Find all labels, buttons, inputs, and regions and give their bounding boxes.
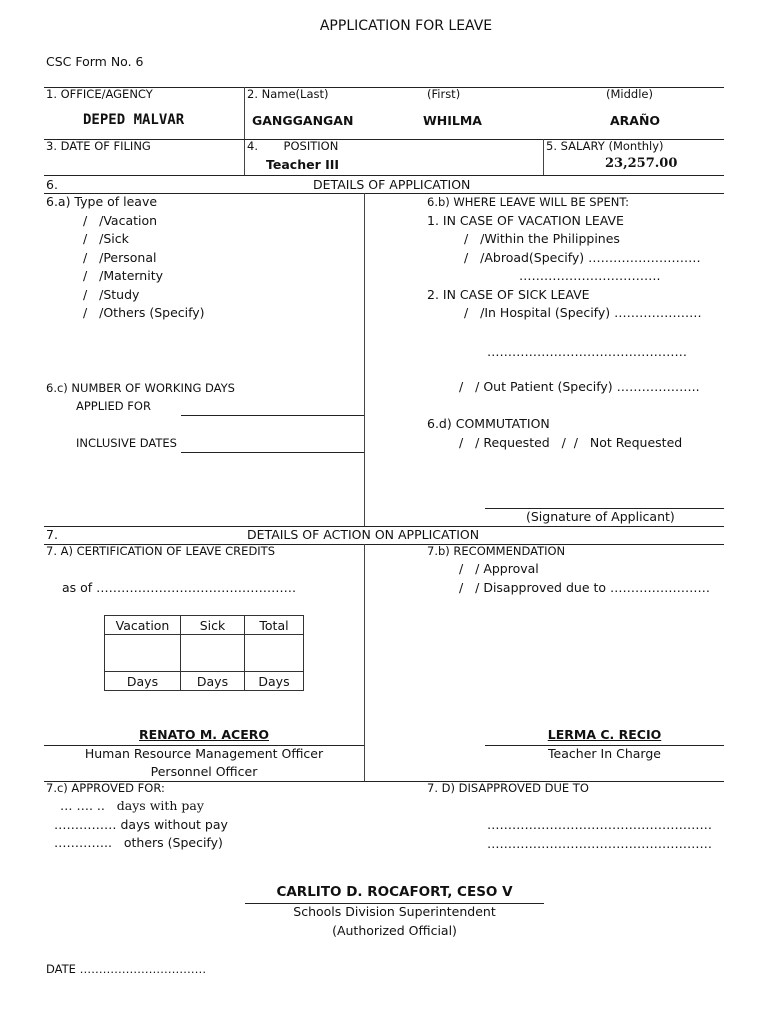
rule-sec6-top: [44, 175, 724, 176]
hr-officer-name: RENATO M. ACERO: [138, 727, 269, 742]
teacher-in-charge-title: Teacher In Charge: [548, 746, 661, 761]
in-hospital-option[interactable]: / /In Hospital (Specify) …………………: [464, 305, 702, 320]
sec7-title: DETAILS OF ACTION ON APPLICATION: [247, 527, 480, 542]
last-name-value[interactable]: GANGGANGAN: [252, 113, 354, 128]
days-with-pay-field[interactable]: … …. .. days with pay: [60, 798, 204, 813]
applied-for-label: APPLIED FOR: [76, 399, 151, 413]
others-specify-field[interactable]: ………….. others (Specify): [54, 835, 223, 850]
hr-officer-title: Human Resource Management Officer: [84, 746, 324, 761]
disapproved-due-label: 7. D) DISAPPROVED DUE TO: [427, 781, 589, 795]
office-value[interactable]: DEPED MALVAR: [83, 112, 185, 128]
leave-maternity[interactable]: / /Maternity: [83, 268, 163, 283]
date-field[interactable]: DATE ……………………………: [46, 962, 207, 976]
leave-vacation[interactable]: / /Vacation: [83, 213, 158, 228]
inclusive-dates-field[interactable]: [181, 452, 364, 453]
credits-header-sick: Sick: [181, 616, 245, 635]
as-of-field[interactable]: as of …………………………………………: [62, 580, 297, 595]
date-filing-label: 3. DATE OF FILING: [46, 139, 151, 153]
leave-sick[interactable]: / /Sick: [83, 231, 129, 246]
within-philippines-option[interactable]: / /Within the Philippines: [464, 231, 620, 246]
rule-sec6-middle: [364, 193, 365, 527]
sick-case-label: 2. IN CASE OF SICK LEAVE: [427, 287, 590, 302]
disapproved-reason-line1[interactable]: ………………………………………………: [487, 817, 712, 832]
leave-credits-label: 7. A) CERTIFICATION OF LEAVE CREDITS: [46, 544, 276, 558]
working-days-field[interactable]: [181, 415, 364, 416]
credits-sick-cell[interactable]: [181, 635, 245, 672]
leave-personal[interactable]: / /Personal: [83, 250, 157, 265]
disapproved-reason-line2[interactable]: ………………………………………………: [487, 836, 712, 851]
sec7-number: 7.: [46, 527, 58, 542]
leave-study[interactable]: / /Study: [83, 287, 140, 302]
where-leave-label: 6.b) WHERE LEAVE WILL BE SPENT:: [427, 195, 629, 209]
credits-total-cell[interactable]: [245, 635, 304, 672]
superintendent-title: Schools Division Superintendent: [293, 904, 496, 919]
rule-sec7-middle: [364, 544, 365, 782]
approved-for-label: 7.c) APPROVED FOR:: [46, 781, 165, 795]
disapproved-option[interactable]: / / Disapproved due to ……………………: [459, 580, 711, 595]
credits-unit-vacation: Days: [105, 672, 181, 691]
first-name-value[interactable]: WHILMA: [423, 113, 482, 128]
leave-others[interactable]: / /Others (Specify): [83, 305, 205, 320]
abroad-option[interactable]: / /Abroad(Specify) ………………………: [464, 250, 701, 265]
credits-header-vacation: Vacation: [105, 616, 181, 635]
salary-label: 5. SALARY (Monthly): [546, 139, 664, 153]
commutation-label: 6.d) COMMUTATION: [427, 416, 550, 431]
superintendent-name: CARLITO D. ROCAFORT, CESO V: [276, 884, 513, 900]
days-without-pay-field[interactable]: …………… days without pay: [54, 817, 228, 832]
form-number: CSC Form No. 6: [46, 54, 144, 69]
office-label: 1. OFFICE/AGENCY: [46, 87, 153, 101]
middle-name-value[interactable]: ARAÑO: [610, 113, 661, 128]
leave-credits-table: [104, 615, 304, 691]
working-days-label: 6.c) NUMBER OF WORKING DAYS: [46, 381, 235, 395]
personnel-officer-title: Personnel Officer: [150, 764, 258, 779]
rule-col-office: [244, 87, 245, 175]
name-first-label: (First): [427, 87, 461, 101]
inclusive-dates-label: INCLUSIVE DATES: [76, 436, 177, 450]
applicant-signature-label: (Signature of Applicant): [526, 509, 675, 524]
form-title: APPLICATION FOR LEAVE: [319, 18, 493, 34]
sec6-title: DETAILS OF APPLICATION: [313, 177, 471, 192]
credits-header-total: Total: [245, 616, 304, 635]
salary-value[interactable]: 23,257.00: [605, 156, 678, 171]
abroad-specify-dots: …………………………….: [519, 268, 661, 283]
vacation-case-label: 1. IN CASE OF VACATION LEAVE: [427, 213, 624, 228]
teacher-in-charge-name: LERMA C. RECIO: [547, 727, 662, 742]
name-last-label: 2. Name(Last): [247, 87, 329, 101]
type-of-leave-label: 6.a) Type of leave: [46, 194, 158, 209]
hospital-specify-dots: …………………………………………: [487, 344, 687, 359]
approval-option[interactable]: / / Approval: [459, 561, 539, 576]
name-middle-label: (Middle): [606, 87, 653, 101]
rule-col-salary: [543, 139, 544, 175]
out-patient-option[interactable]: / / Out Patient (Specify) ………………..: [459, 379, 700, 394]
commutation-options[interactable]: / / Requested / / Not Requested: [459, 435, 683, 450]
sec6-number: 6.: [46, 177, 58, 192]
credits-unit-sick: Days: [181, 672, 245, 691]
position-label: 4. POSITION: [247, 139, 339, 153]
credits-vacation-cell[interactable]: [105, 635, 181, 672]
credits-unit-total: Days: [245, 672, 304, 691]
authorized-official-label: (Authorized Official): [332, 923, 457, 938]
position-value[interactable]: Teacher III: [266, 157, 340, 172]
recommendation-label: 7.b) RECOMMENDATION: [427, 544, 566, 558]
